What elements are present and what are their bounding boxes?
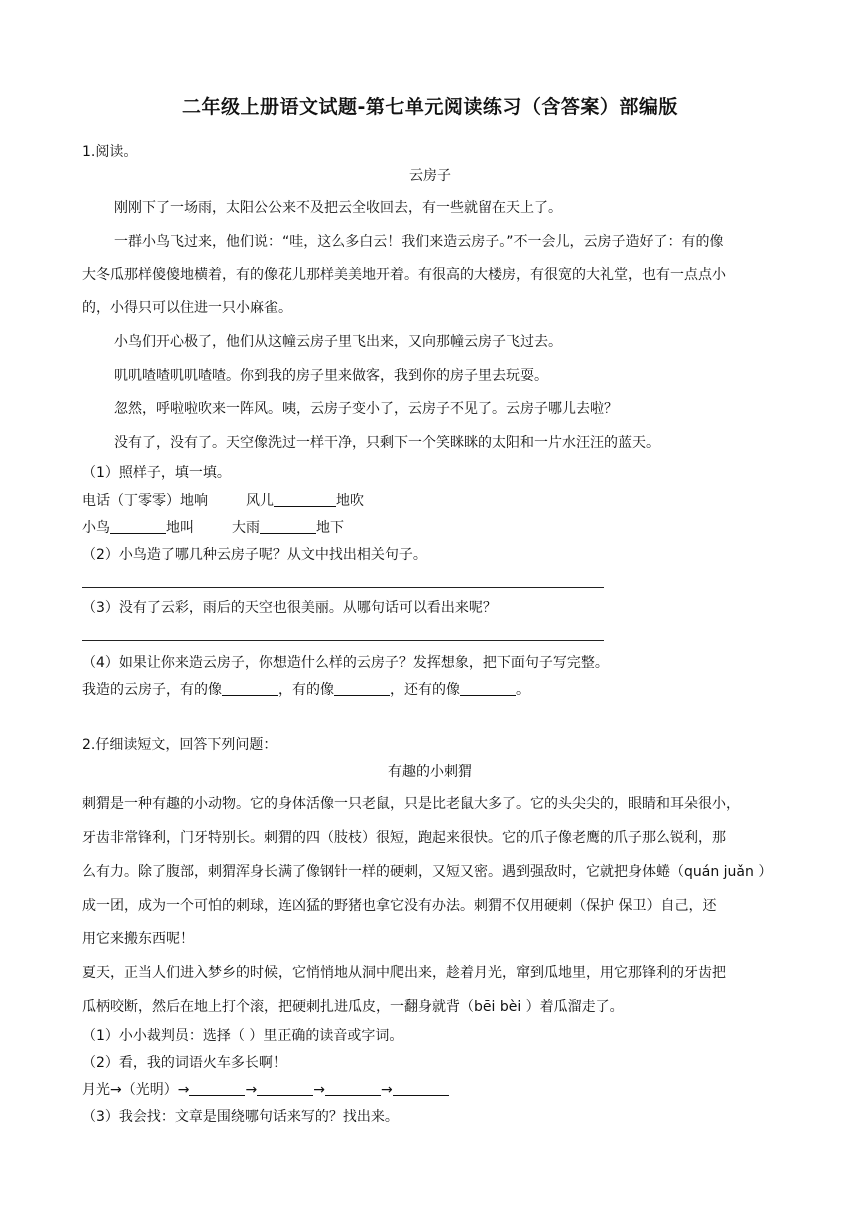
- q2-passage-line: 牙齿非常锋利，门牙特别长。刺猬的四（肢枝）很短，跑起来很快。它的爪子像老鹰的爪子那么锐利，那: [82, 830, 726, 846]
- fill-row-1: [82, 491, 364, 511]
- answer-blank[interactable]: [189, 1081, 245, 1096]
- q1-paragraph: 的，小得只可以住进一只小麻雀。: [82, 300, 292, 316]
- q1-paragraph: 忽然，呼啦啦吹来一阵风。咦，云房子变小了，云房子不见了。云房子哪儿去啦？: [114, 401, 618, 417]
- answer-blank[interactable]: [260, 519, 316, 534]
- chain-example: （光明）: [121, 1082, 178, 1098]
- q1-paragraph: 一群小鸟飞过来，他们说：“哇，这么多白云！我们来造云房子。”不一会儿，云房子造好了：有的像: [114, 234, 724, 250]
- q1-sub2: （2）小鸟造了哪几种云房子呢？从文中找出相关句子。: [82, 547, 427, 563]
- arrow-icon: →: [313, 1082, 325, 1098]
- word-train-row: [82, 1080, 449, 1100]
- sentence-part: ，有的像: [278, 682, 334, 698]
- q1-paragraph: 没有了，没有了。天空像洗过一样干净，只剩下一个笑眯眯的太阳和一片水汪汪的蓝天。: [114, 435, 660, 451]
- q2-passage-line: 夏天，正当人们进入梦乡的时候，它悄悄地从洞中爬出来，趁着月光，窜到瓜地里，用它那锋利的牙齿把: [82, 965, 726, 981]
- arrow-icon: →: [380, 1082, 393, 1098]
- q2-sub1: （1）小小裁判员：选择（ ）里正确的读音或字词。: [82, 1028, 404, 1044]
- q1-passage-title: 云房子: [409, 168, 451, 184]
- q1-paragraph: 叽叽喳喳叽叽喳喳。你到我的房子里来做客，我到你的房子里去玩耍。: [114, 368, 548, 384]
- q2-passage-line: 用它来搬东西呢！: [82, 931, 194, 947]
- q1-paragraph: 大冬瓜那样傻傻地横着，有的像花儿那样美美地开着。有很高的大楼房，有很宽的大礼堂，也有一点点小: [82, 267, 726, 283]
- q2-heading: 2.仔细读短文，回答下列问题：: [82, 737, 278, 753]
- answer-blank[interactable]: [460, 681, 516, 696]
- q2-sub3: （3）我会找：文章是围绕哪句话来写的？找出来。: [82, 1109, 399, 1125]
- answer-blank[interactable]: [334, 681, 390, 696]
- fill-prefix: 风儿: [246, 493, 274, 509]
- answer-blank[interactable]: [274, 492, 336, 507]
- q1-paragraph: 刚刚下了一场雨，太阳公公来不及把云全收回去，有一些就留在天上了。: [114, 200, 562, 216]
- q1-sub3: （3）没有了云彩，雨后的天空也很美丽。从哪句话可以看出来呢？: [82, 600, 497, 616]
- fill-prefix: 小鸟: [82, 520, 110, 536]
- q2-passage-line: 瓜柄咬断，然后在地上打个滚，把硬刺扎进瓜皮，一翻身就背（bēi bèi ）着瓜溜走了。: [82, 999, 624, 1015]
- q2-passage-line: 成一团，成为一个可怕的刺球，连凶猛的野猪也拿它没有办法。刺猬不仅用硬刺（保护 保卫）自己，还: [82, 898, 717, 914]
- arrow-icon: →: [245, 1082, 258, 1098]
- q2-passage-line: 么有力。除了腹部，刺猬浑身长满了像钢针一样的硬刺，又短又密。遇到强敌时，它就把身体蜷（quán juǎn ）: [82, 864, 773, 880]
- example-text: 电话（丁零零）地响: [82, 493, 208, 509]
- sentence-part: 我造的云房子，有的像: [82, 682, 222, 698]
- fill-suffix: 地叫: [166, 520, 194, 536]
- q2-passage-title: 有趣的小刺猬: [388, 764, 472, 780]
- answer-blank[interactable]: [393, 1081, 449, 1096]
- q1-sub4-sentence: [82, 680, 530, 700]
- fill-suffix: 地下: [316, 520, 344, 536]
- q2-passage-line: 刺猬是一种有趣的小动物。它的身体活像一只老鼠，只是比老鼠大多了。它的头尖尖的，眼睛和耳朵很小，: [82, 796, 740, 812]
- answer-blank[interactable]: [222, 681, 278, 696]
- answer-line[interactable]: [82, 587, 604, 588]
- q1-heading: 1.阅读。: [82, 144, 138, 160]
- q1-sub1: （1）照样子，填一填。: [82, 465, 231, 481]
- fill-suffix: 地吹: [336, 493, 364, 509]
- answer-line[interactable]: [82, 640, 604, 641]
- fill-prefix: 大雨: [232, 520, 260, 536]
- page-title: 二年级上册语文试题-第七单元阅读练习（含答案）部编版: [182, 96, 678, 118]
- arrow-icon: →: [110, 1082, 122, 1098]
- chain-start: 月光: [82, 1082, 110, 1098]
- fill-row-2: [82, 518, 344, 538]
- q2-sub2: （2）看，我的词语火车多长啊！: [82, 1055, 287, 1071]
- q1-sub4: （4）如果让你来造云房子，你想造什么样的云房子？发挥想象，把下面句子写完整。: [82, 655, 609, 671]
- answer-blank[interactable]: [257, 1081, 313, 1096]
- q1-paragraph: 小鸟们开心极了，他们从这幢云房子里飞出来，又向那幢云房子飞过去。: [114, 334, 562, 350]
- sentence-part: ，还有的像: [390, 682, 460, 698]
- answer-blank[interactable]: [325, 1081, 381, 1096]
- answer-blank[interactable]: [110, 519, 166, 534]
- arrow-icon: →: [177, 1082, 190, 1098]
- sentence-part: 。: [516, 682, 530, 698]
